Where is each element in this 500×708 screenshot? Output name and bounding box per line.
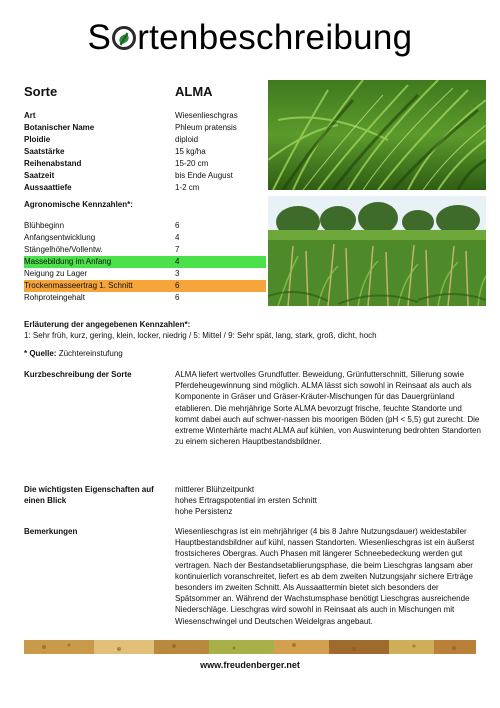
agronomic-value: 4 xyxy=(175,233,180,242)
eigenschaft-item: hohes Ertragspotential im ersten Schnitt xyxy=(175,496,317,506)
attribute-value: diploid xyxy=(175,135,199,144)
bemerkungen-label: Bemerkungen xyxy=(24,527,78,536)
attribute-value: Wiesenlieschgras xyxy=(175,111,238,120)
agronomic-value: 6 xyxy=(175,221,180,230)
agronomic-row xyxy=(24,268,266,280)
attribute-row xyxy=(24,146,272,158)
attribute-row xyxy=(24,182,272,194)
kurzbeschreibung-label: Kurzbeschreibung der Sorte xyxy=(24,370,132,379)
source-note xyxy=(24,349,123,358)
attribute-row xyxy=(24,110,272,122)
grain-band-image xyxy=(24,640,476,654)
explanation-heading: Erläuterung der angegebenen Kennzahlen*: xyxy=(24,320,191,329)
eigenschaften-label: Die wichtigsten Eigenschaften auf einen Blick xyxy=(24,485,154,505)
attribute-key: Saatstärke xyxy=(24,147,65,156)
attribute-value: 1-2 cm xyxy=(175,183,200,192)
attribute-value: 15-20 cm xyxy=(175,159,209,168)
attribute-key: Saatzeit xyxy=(24,171,55,180)
attribute-key: Aussaattiefe xyxy=(24,183,72,192)
attribute-key: Botanischer Name xyxy=(24,123,95,132)
sorte-label: Sorte xyxy=(24,84,58,99)
attribute-value: bis Ende August xyxy=(175,171,233,180)
agronomic-value: 7 xyxy=(175,245,180,254)
agronomic-key: Massebildung im Anfang xyxy=(24,257,112,266)
agronomic-value: 3 xyxy=(175,269,180,278)
agronomic-row-highlight-green xyxy=(24,256,266,268)
agronomic-key: Trockenmasseertrag 1. Schnitt xyxy=(24,281,133,290)
attribute-row xyxy=(24,134,272,146)
agronomic-value: 4 xyxy=(175,257,180,266)
agronomic-key: Blühbeginn xyxy=(24,221,65,230)
logo-leaf-icon xyxy=(112,26,136,50)
agronomic-key: Neigung zu Lager xyxy=(24,269,88,278)
page-title: S rtenbeschreibung xyxy=(87,18,413,57)
agronomic-value: 6 xyxy=(175,281,180,290)
attribute-value: Phleum pratensis xyxy=(175,123,237,132)
agronomic-row xyxy=(24,232,266,244)
eigenschaft-item: hohe Persistenz xyxy=(175,507,233,517)
field-photo xyxy=(268,196,486,306)
grass-closeup-photo xyxy=(268,80,486,190)
agronomic-row xyxy=(24,292,266,304)
attribute-value: 15 kg/ha xyxy=(175,147,206,156)
attribute-row xyxy=(24,122,272,134)
bemerkungen-text: Wiesenlieschgras ist ein mehrjähriger (4 bis 8 Jahre Nutzungsdauer) weidestabiler Hauptbestandsbildner auf kühl, nassen Standorten. Wiesenlieschgras ist ein äußerst frostsicheres Obergras. Auch Phasen mit längerer Schneebedeckung werden gut vertragen. Nach der Bestandsetablierungsphase, die beim Lieschgras langsam aber kontinuierlich voranschreitet, liefert es ab dem zweiten Nutzungsjahr sichere Erträge besonders im zweiten Schnitt. Als Aussaattermin bietet sich besonders der Spätsommer an. Während der Wachstumsphase benötigt Lieschgras ausreichende Niederschläge. Lieschgras wird sowohl in Reinsaat als auch in Mischungen mit Wiesenschwingel und Deutschen Weidelgras angebaut. xyxy=(175,527,475,626)
footer-url: www.freudenberger.net xyxy=(200,660,300,670)
agronomic-row xyxy=(24,220,266,232)
source-value: Züchtereinstufung xyxy=(58,349,123,358)
attribute-table xyxy=(24,110,272,194)
agronomic-row xyxy=(24,244,266,256)
attribute-key: Art xyxy=(24,111,36,120)
eigenschaft-item: mittlerer Blühzeitpunkt xyxy=(175,485,255,494)
sorte-value: ALMA xyxy=(175,84,213,99)
agronomic-heading: Agronomische Kennzahlen*: xyxy=(24,200,133,209)
source-label: * Quelle: xyxy=(24,349,57,358)
explanation-text: 1: Sehr früh, kurz, gering, klein, locker, niedrig / 5: Mittel / 9: Sehr spät, lang, stark, groß, dicht, hoch xyxy=(24,331,377,340)
attribute-key: Reihenabstand xyxy=(24,159,82,168)
attribute-row xyxy=(24,158,272,170)
eigenschaften-list xyxy=(175,484,485,518)
agronomic-table xyxy=(24,220,266,304)
agronomic-row-highlight-orange xyxy=(24,280,266,292)
attribute-row xyxy=(24,170,272,182)
kurzbeschreibung-text: ALMA liefert wertvolles Grundfutter. Beweidung, Grünfutterschnitt, Silierung sowie Pferdeheugewinnung sind möglich. ALMA lässt sich sowohl in Reinsaat als auch als Komponente in Gräser und Gräser-Kräuter-Mischungen für das Dauergrünland etablieren. Die mehrjährige Sorte ALMA bevorzugt frische, feuchte Standorte und kommt dabei auch auf schwer-nassen bis moorigen Böden (pH < 5,5) gut zurecht. Die extreme Winterhärte macht ALMA auf kühlen, von Auswinterung bedrohten Standorten zu einem sicheren Hauptbestandsbildner. xyxy=(175,370,481,447)
attribute-key: Ploidie xyxy=(24,135,51,144)
agronomic-key: Rohproteingehalt xyxy=(24,293,85,302)
agronomic-key: Stängelhöhe/Vollentw. xyxy=(24,245,103,254)
agronomic-value: 6 xyxy=(175,293,180,302)
agronomic-key: Anfangsentwicklung xyxy=(24,233,96,242)
